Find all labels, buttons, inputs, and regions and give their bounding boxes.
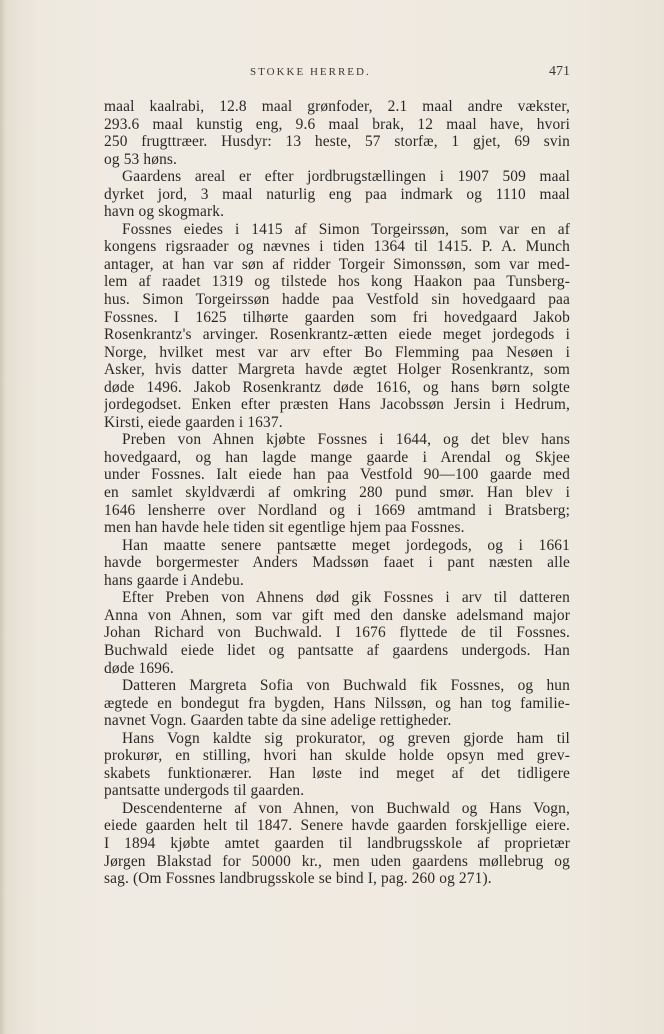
text-line: Norge, hvilket mest var arv efter Bo Flemming paa Nesøen i (104, 343, 570, 361)
text-line: Buchwald eiede lidet og pantsatte af gaardens undergods. Han (104, 641, 570, 659)
text-line: I 1894 kjøbte amtet gaarden til landbrugsskole af proprietær (104, 834, 570, 852)
text-line: eiede gaarden helt til 1847. Senere havde gaarden forskjellige eiere. (104, 817, 570, 835)
text-line: navnet Vogn. Gaarden tabte da sine adelige rettigheder. (104, 712, 452, 730)
text-line: pantsatte undergods til gaarden. (104, 782, 305, 800)
text-line: lem af raadet 1319 og tilstede hos kong Haakon paa Tunsberg- (104, 273, 570, 291)
text-line: Johan Richard von Buchwald. I 1676 flyttede de til Fossnes. (104, 624, 570, 642)
text-line: en samlet skyldværdi af omkring 280 pund smør. Han blev i (104, 484, 570, 502)
text-line: 1646 lensherre over Nordland og i 1669 amtmand i Bratsberg; (104, 501, 570, 519)
text-line: prokurør, en stilling, hvori han skulde holde opsyn med grev- (104, 747, 570, 765)
text-line: 293.6 maal kunstig eng, 9.6 maal brak, 12 maal have, hvori (104, 115, 570, 133)
text-line: kongens rigsraader og nævnes i tiden 1364 til 1415. P. A. Munch (104, 238, 570, 256)
text-line: hans gaarde i Andebu. (104, 571, 244, 589)
page-header (100, 66, 580, 88)
text-line: Descendenterne af von Ahnen, von Buchwald og Hans Vogn, (122, 799, 570, 817)
text-line: Anna von Ahnen, som var gift med den danske adelsmand major (104, 606, 570, 624)
text-line: Han maatte senere pantsætte meget jordegods, og i 1661 (122, 536, 570, 554)
text-line: Rosenkrantz's arvinger. Rosenkrantz-ætten eiede meget jordegods i (104, 326, 570, 344)
text-line: hus. Simon Torgeirssøn hadde paa Vestfold sin hovedgaard paa (104, 291, 570, 309)
text-line: Kirsti, eiede gaarden i 1637. (104, 413, 283, 431)
text-line: Preben von Ahnen kjøbte Fossnes i 1644, og det blev hans (122, 431, 570, 449)
text-line: døde 1696. (104, 659, 174, 677)
page-number: 471 (549, 64, 570, 79)
text-line: Datteren Margreta Sofia von Buchwald fik Fossnes, og hun (122, 677, 570, 695)
text-line: jordegodset. Enken efter præsten Hans Jacobssøn Jersin i Hedrum, (104, 396, 570, 414)
text-line: maal kaalrabi, 12.8 maal grønfoder, 2.1 maal andre vækster, (104, 98, 570, 115)
page-gutter-shadow (0, 0, 6, 1034)
text-line: Hans Vogn kaldte sig prokurator, og greven gjorde ham til (122, 729, 570, 747)
body-text (104, 98, 570, 888)
text-line: Fossnes eiedes i 1415 af Simon Torgeirssøn, som var en af (122, 220, 570, 238)
text-line: dyrket jord, 3 maal naturlig eng paa indmark og 1110 maal (104, 185, 570, 203)
text-line: skabets funktionærer. Han løste ind meget af det tidligere (104, 764, 570, 782)
text-line: men han havde hele tiden sit egentlige hjem paa Fossnes. (104, 519, 465, 537)
text-line: 250 frugttræer. Husdyr: 13 heste, 57 storfæ, 1 gjet, 69 svin (104, 133, 570, 151)
text-line: Gaardens areal er efter jordbrugstællingen i 1907 509 maal (122, 168, 570, 186)
text-line: ægtede en bondegut fra bygden, Hans Nilssøn, og han tog familie- (104, 694, 570, 712)
text-line: Jørgen Blakstad for 50000 kr., men uden gaardens møllebrug og (104, 852, 570, 870)
text-line: og 53 høns. (104, 150, 178, 168)
text-line: havn og skogmark. (104, 203, 225, 221)
text-line: Efter Preben von Ahnens død gik Fossnes i arv til datteren (122, 589, 570, 607)
text-line: under Fossnes. Ialt eiede han paa Vestfold 90—100 gaarde med (104, 466, 570, 484)
text-line: hovedgaard, og han lagde mange gaarde i Arendal og Skjee (104, 448, 570, 466)
text-line: antager, at han var søn af ridder Torgeir Simonssøn, som var med- (104, 255, 570, 273)
running-title: STOKKE HERRED. (250, 66, 371, 78)
text-line: døde 1496. Jakob Rosenkrantz døde 1616, og hans børn solgte (104, 378, 570, 396)
text-line: havde borgermester Anders Madssøn faaet i pant næsten alle (104, 554, 570, 572)
text-line: sag. (Om Fossnes landbrugsskole se bind I, pag. 260 og 271). (104, 870, 492, 888)
text-line: Fossnes. I 1625 tilhørte gaarden som fri hovedgaard Jakob (104, 308, 570, 326)
text-line: Asker, hvis datter Margreta havde ægtet Holger Rosenkrantz, som (104, 361, 570, 379)
